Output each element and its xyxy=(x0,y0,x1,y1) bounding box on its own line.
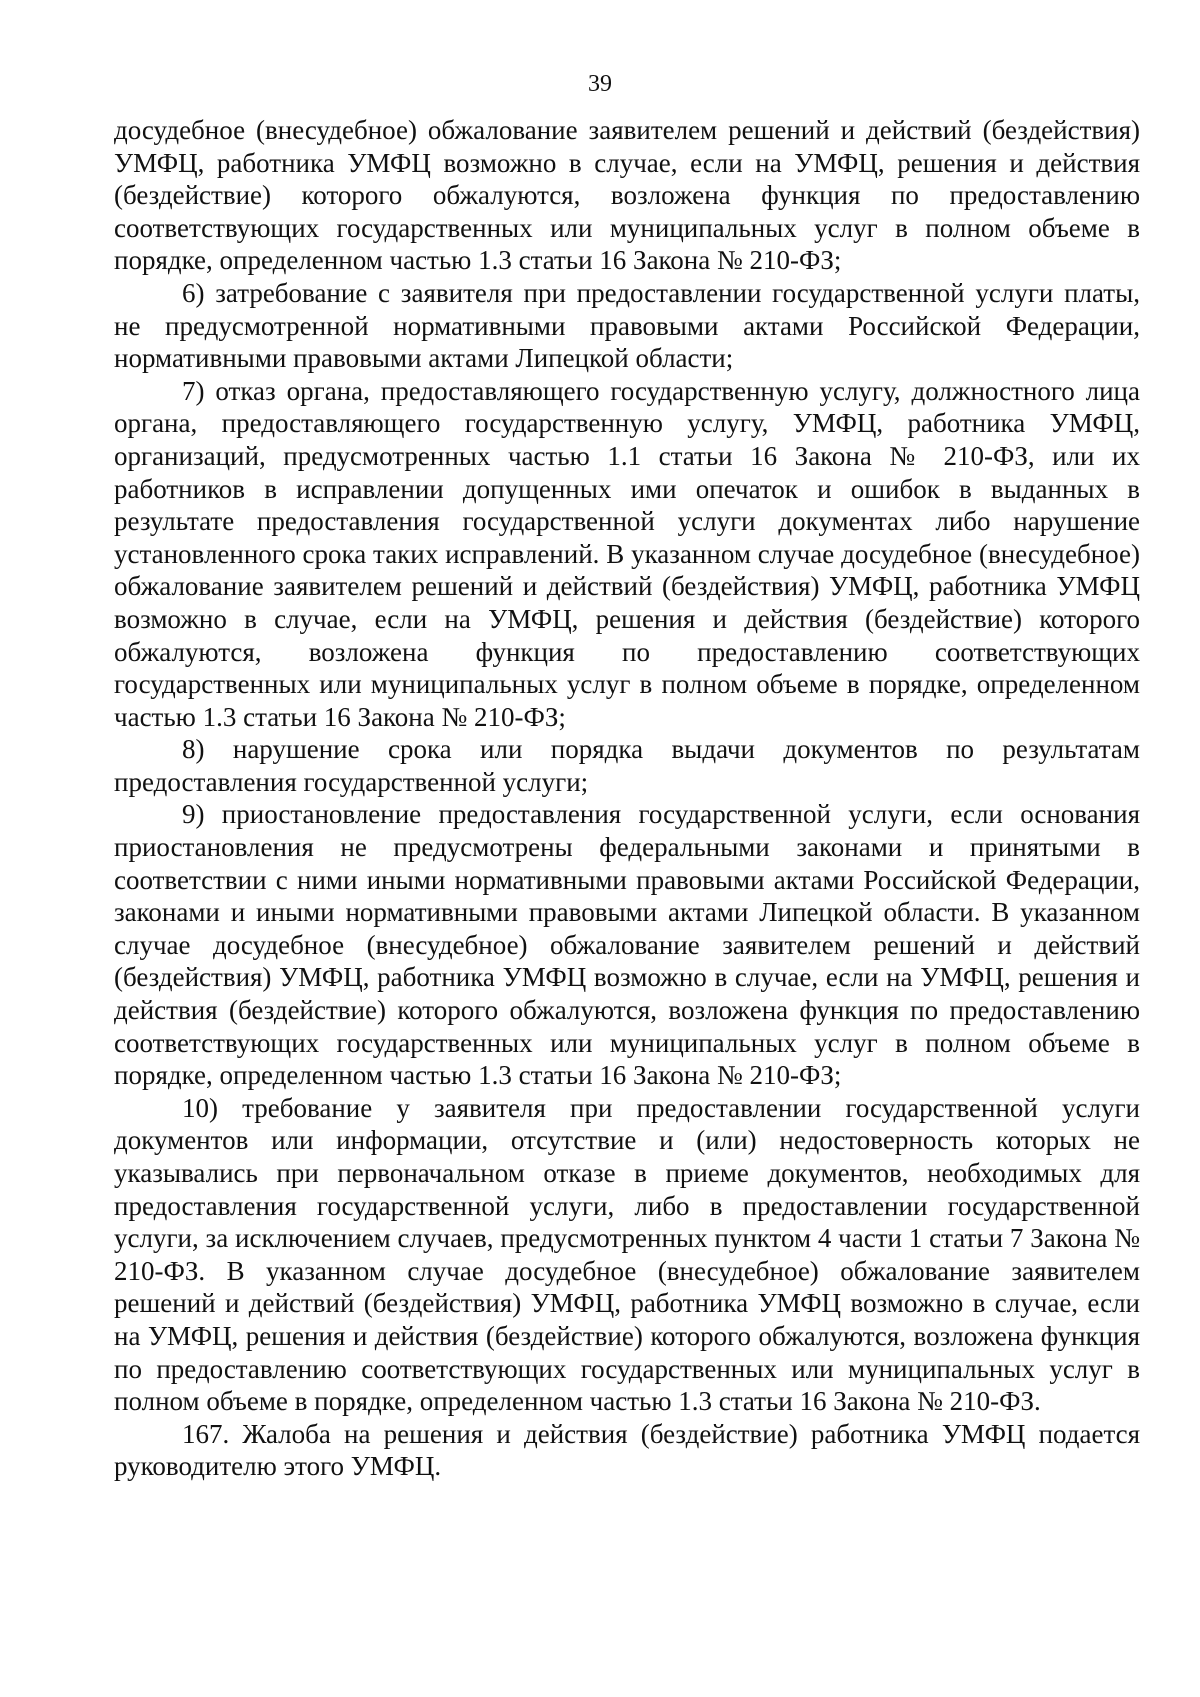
paragraph-continuation: досудебное (внесудебное) обжалование заявителем решений и действий (бездействия) УМФЦ, работника УМФЦ возможно в случае, если на УМФЦ, решения и действия (бездействие) которого обжалуются, возложена функция по предоставлению соответствующих государственных или муниципальных услуг в полном объеме в порядке, определенном частью 1.3 статьи 16 Закона № 210-ФЗ; xyxy=(114,115,1140,276)
document-body xyxy=(114,114,1140,1483)
page-number: 39 xyxy=(588,71,612,97)
paragraph-section-167: 167. Жалоба на решения и действия (бездействие) работника УМФЦ подается руководителю этого УМФЦ. xyxy=(114,1418,1140,1482)
paragraph-item-10: 10) требование у заявителя при предоставлении государственной услуги документов или информации, отсутствие и (или) недостоверность которых не указывались при первоначальном отказе в приеме документов, необходимых для предоставления государственной услуги, либо в предоставлении государственной услуги, за исключением случаев, предусмотренных пунктом 4 части 1 статьи 7 Закона № 210-ФЗ. В указанном случае досудебное (внесудебное) обжалование заявителем решений и действий (бездействия) УМФЦ, работника УМФЦ возможно в случае, если на УМФЦ, решения и действия (бездействие) которого обжалуются, возложена функция по предоставлению соответствующих государственных или муниципальных услуг в полном объеме в порядке, определенном частью 1.3 статьи 16 Закона № 210-ФЗ. xyxy=(114,1092,1140,1417)
paragraph-item-7: 7) отказ органа, предоставляющего государственную услугу, должностного лица органа, предоставляющего государственную услугу, УМФЦ, работника УМФЦ, организаций, предусмотренных частью 1.1 статьи 16 Закона № 210-ФЗ, или их работников в исправлении допущенных ими опечаток и ошибок в выданных в результате предоставления государственной услуги документах либо нарушение установленного срока таких исправлений. В указанном случае досудебное (внесудебное) обжалование заявителем решений и действий (бездействия) УМФЦ, работника УМФЦ возможно в случае, если на УМФЦ, решения и действия (бездействие) которого обжалуются, возложена функция по предоставлению соответствующих государственных или муниципальных услуг в полном объеме в порядке, определенном частью 1.3 статьи 16 Закона № 210-ФЗ; xyxy=(114,375,1140,732)
paragraph-item-8: 8) нарушение срока или порядка выдачи документов по результатам предоставления государственной услуги; xyxy=(114,734,1140,797)
paragraph-item-6: 6) затребование с заявителя при предоставлении государственной услуги платы, не предусмотренной нормативными правовыми актами Российской Федерации, нормативными правовыми актами Липецкой области; xyxy=(114,277,1140,374)
paragraph-item-9: 9) приостановление предоставления государственной услуги, если основания приостановления не предусмотрены федеральными законами и принятыми в соответствии с ними иными нормативными правовыми актами Российской Федерации, законами и иными нормативными правовыми актами Липецкой области. В указанном случае досудебное (внесудебное) обжалование заявителем решений и действий (бездействия) УМФЦ, работника УМФЦ возможно в случае, если на УМФЦ, решения и действия (бездействие) которого обжалуются, возложена функция по предоставлению соответствующих государственных или муниципальных услуг в полном объеме в порядке, определенном частью 1.3 статьи 16 Закона № 210-ФЗ; xyxy=(114,799,1140,1091)
